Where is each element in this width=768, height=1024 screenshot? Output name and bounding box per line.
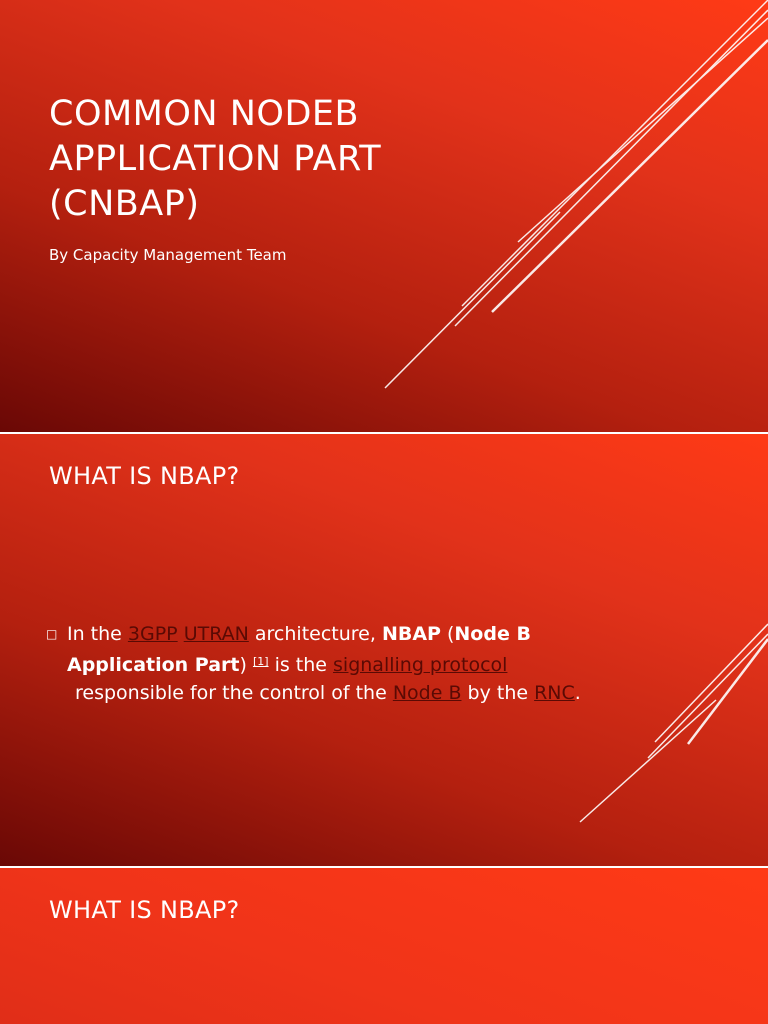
nbap-term: NBAP [381,623,441,645]
square-bullet-icon: □ [46,627,58,641]
link-3gpp[interactable]: 3GPP [127,623,178,645]
what-is-nbap-slide-2 [0,868,768,1024]
title-slide [0,0,768,432]
bullet-text [46,620,626,707]
link-node-b[interactable]: Node B [392,682,462,704]
presentation-title [49,92,381,227]
link-rnc[interactable]: RNC [534,682,575,704]
application-part-term: Application Part [67,654,240,676]
text-run: responsible for the control of the [75,682,393,704]
title-line: COMMON NODEB [49,94,360,134]
title-line: APPLICATION PART [49,139,382,179]
reference-link[interactable]: [1] [252,655,269,668]
link-utran[interactable]: UTRAN [183,623,249,645]
text-run: ) [239,654,253,676]
slide-heading: WHAT IS NBAP? [49,462,240,490]
text-run: In the [67,623,128,645]
title-line: (CNBAP) [49,184,200,224]
link-signalling-protocol[interactable]: signalling protocol [333,654,508,676]
text-run: is the [268,654,334,676]
slide-heading: WHAT IS NBAP? [49,896,240,924]
presentation-subtitle: By Capacity Management Team [49,246,287,264]
text-run: architecture, [248,623,382,645]
node-b-term: Node B [454,623,531,645]
text-run: ( [440,623,455,645]
what-is-nbap-slide [0,434,768,866]
bullet-paragraph [46,620,626,707]
text-run: by the [461,682,535,704]
text-run: . [574,682,581,704]
